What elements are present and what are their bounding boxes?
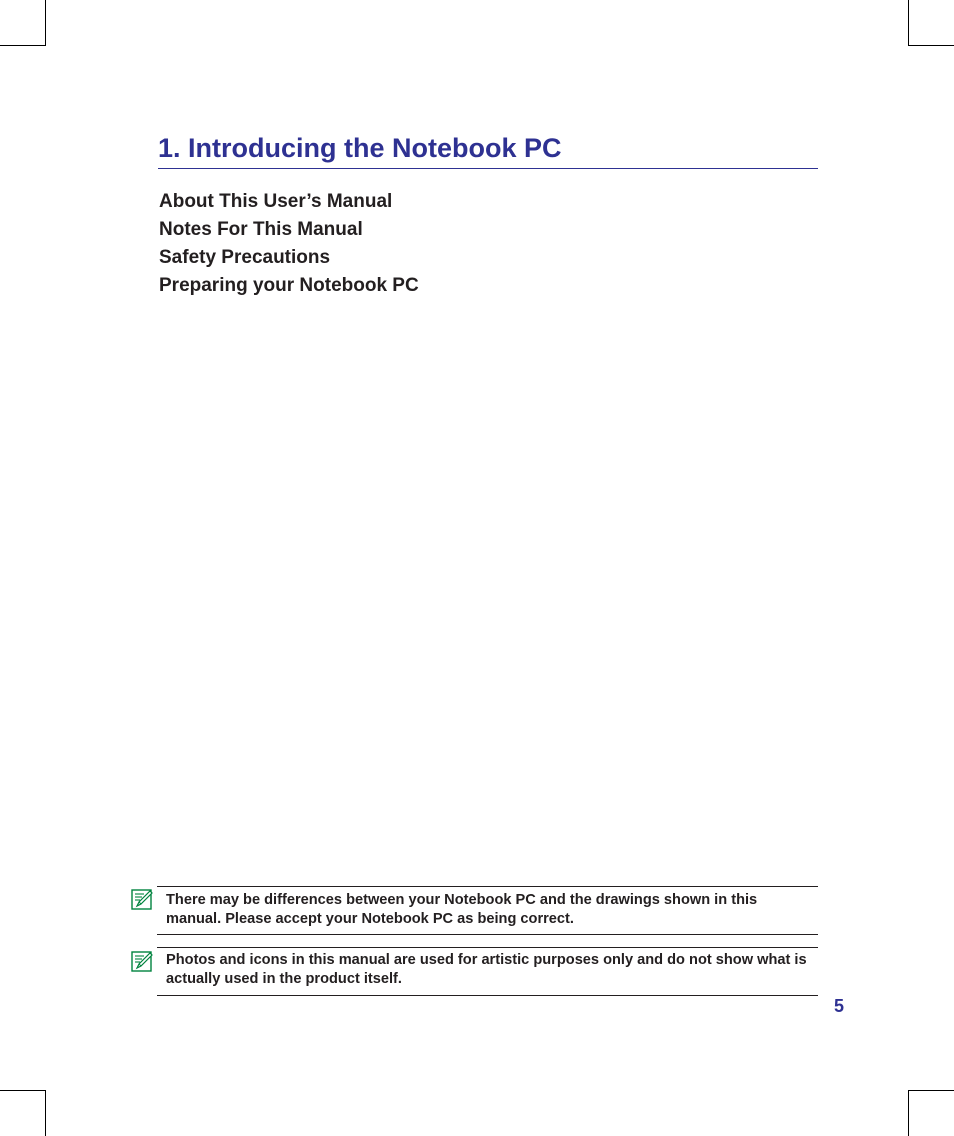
- note-pencil-icon: [130, 887, 154, 911]
- crop-mark-bottom-left-v: [45, 1090, 46, 1136]
- note-box: [128, 884, 818, 938]
- crop-mark-bottom-right-h: [908, 1090, 954, 1091]
- note-top-rule: [157, 886, 818, 887]
- crop-mark-bottom-right-v: [908, 1090, 909, 1136]
- note-bottom-rule: [157, 934, 818, 935]
- crop-mark-top-right-v: [908, 0, 909, 46]
- note-top-rule: [157, 947, 818, 948]
- note-text: There may be differences between your Notebook PC and the drawings shown in this manual. Please accept your Notebook PC as being correct.: [166, 892, 758, 927]
- crop-mark-bottom-left-h: [0, 1090, 46, 1091]
- chapter-title: 1. Introducing the Notebook PC: [158, 133, 562, 163]
- contents-item[interactable]: Preparing your Notebook PC: [159, 275, 419, 296]
- note-bottom-rule: [157, 995, 818, 996]
- crop-mark-top-right-h: [908, 45, 954, 46]
- page-number: 5: [834, 996, 845, 1016]
- contents-item[interactable]: About This User’s Manual: [159, 191, 393, 212]
- note-text: Photos and icons in this manual are used for artistic purposes only and do not show what is actually used in the product itself.: [166, 952, 807, 987]
- crop-mark-top-left-h: [0, 45, 46, 46]
- title-rule: [158, 168, 818, 169]
- contents-item[interactable]: Notes For This Manual: [159, 219, 363, 240]
- crop-mark-top-left-v: [45, 0, 46, 46]
- contents-item[interactable]: Safety Precautions: [159, 247, 331, 268]
- note-pencil-icon: [130, 949, 154, 973]
- chapter-contents-list: [159, 188, 419, 300]
- note-box: [128, 944, 818, 998]
